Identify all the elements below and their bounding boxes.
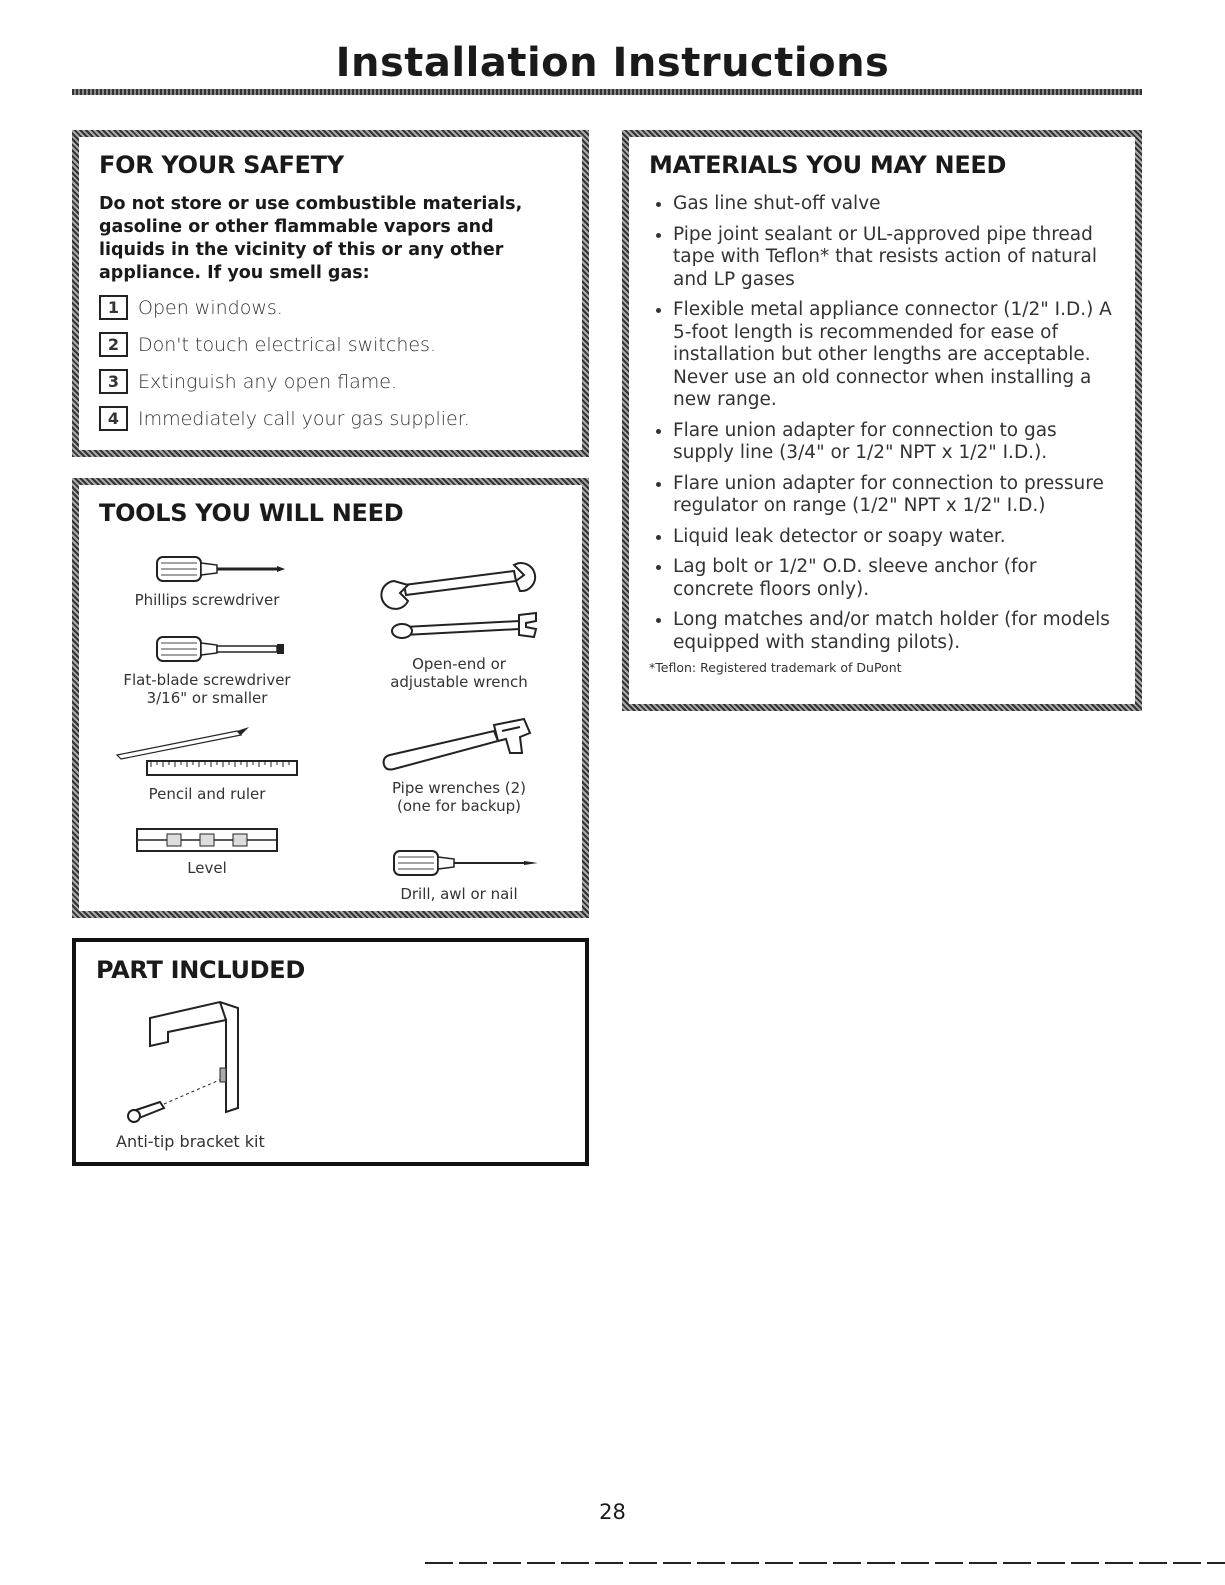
page-title: Installation Instructions — [335, 40, 890, 86]
list-item: • Gas line shut-off valve — [673, 193, 1115, 216]
step-number: 1 — [99, 295, 128, 320]
tool-label: Drill, awl or nail — [400, 885, 518, 903]
pencil-ruler-icon — [107, 725, 307, 781]
phillips-screwdriver-icon — [127, 551, 287, 587]
teflon-footnote: *Teflon: Registered trademark of DuPont — [649, 660, 902, 675]
step-number: 4 — [99, 406, 128, 431]
safety-step — [99, 406, 562, 431]
step-text: Don't touch electrical switches. — [138, 333, 436, 356]
tool-label-detail: 3/16" or smaller — [146, 689, 268, 707]
safety-box — [72, 130, 589, 457]
tool-flat-screwdriver — [97, 631, 317, 707]
safety-intro: Do not store or use combustible materials, gasoline or other flammable vapors and liquids in the vicinity of this or any other appliance. If you smell gas: — [99, 194, 523, 283]
tool-label-detail: (one for backup) — [397, 797, 521, 815]
list-item: • Flare union adapter for connection to gas supply line (3/4" or 1/2" NPT x 1/2" I.D.). — [673, 420, 1115, 465]
level-icon — [127, 825, 287, 855]
tool-phillips — [97, 551, 317, 609]
anti-tip-bracket-icon — [120, 998, 270, 1128]
drill-icon — [374, 845, 544, 881]
tool-drill — [359, 845, 559, 903]
tool-label: Pipe wrenches (2) — [391, 779, 527, 797]
tool-pencil-ruler — [97, 725, 317, 803]
safety-step — [99, 295, 562, 320]
tool-pipe-wrench — [359, 713, 559, 815]
pipe-wrench-icon — [374, 713, 544, 775]
step-text: Immediately call your gas supplier. — [138, 407, 470, 430]
list-item: • Flare union adapter for connection to pressure regulator on range (1/2" NPT x 1/2" I.D.) — [673, 473, 1115, 518]
step-number: 2 — [99, 332, 128, 357]
wrench-icon — [374, 555, 544, 651]
list-item: • Lag bolt or 1/2" O.D. sleeve anchor (for concrete floors only). — [673, 556, 1115, 601]
part-heading: PART INCLUDED — [96, 956, 305, 984]
tool-label: Open-end or — [412, 655, 506, 673]
step-text: Extinguish any open flame. — [138, 370, 397, 393]
safety-step — [99, 332, 562, 357]
materials-list — [649, 193, 1115, 654]
tool-label: Flat-blade screwdriver — [123, 671, 291, 689]
tools-box — [72, 478, 589, 918]
title-rule — [72, 89, 1142, 95]
materials-box — [622, 130, 1142, 711]
part-box — [72, 938, 589, 1166]
tool-wrench — [359, 555, 559, 691]
safety-step — [99, 369, 562, 394]
tools-heading: TOOLS YOU WILL NEED — [99, 499, 404, 527]
tool-label: Pencil and ruler — [148, 785, 266, 803]
tool-label: Level — [187, 859, 227, 877]
materials-heading: MATERIALS YOU MAY NEED — [649, 151, 1007, 179]
part-label: Anti-tip bracket kit — [116, 1132, 265, 1151]
page-number: 28 — [599, 1500, 626, 1524]
scan-artifact-line — [425, 1562, 1225, 1564]
flat-screwdriver-icon — [127, 631, 287, 667]
step-number: 3 — [99, 369, 128, 394]
tool-label: Phillips screwdriver — [134, 591, 280, 609]
list-item: • Long matches and/or match holder (for models equipped with standing pilots). — [673, 609, 1115, 654]
list-item: • Liquid leak detector or soapy water. — [673, 526, 1115, 549]
tool-label-detail: adjustable wrench — [390, 673, 528, 691]
list-item: • Flexible metal appliance connector (1/2" I.D.) A 5-foot length is recommended for ease of installation but other lengths are acceptable. Never use an old connector when installing a new range. — [673, 299, 1115, 412]
safety-heading: FOR YOUR SAFETY — [99, 151, 344, 179]
list-item: • Pipe joint sealant or UL-approved pipe thread tape with Teflon* that resists action of natural and LP gases — [673, 224, 1115, 292]
tool-level — [97, 825, 317, 877]
step-text: Open windows. — [138, 296, 283, 319]
